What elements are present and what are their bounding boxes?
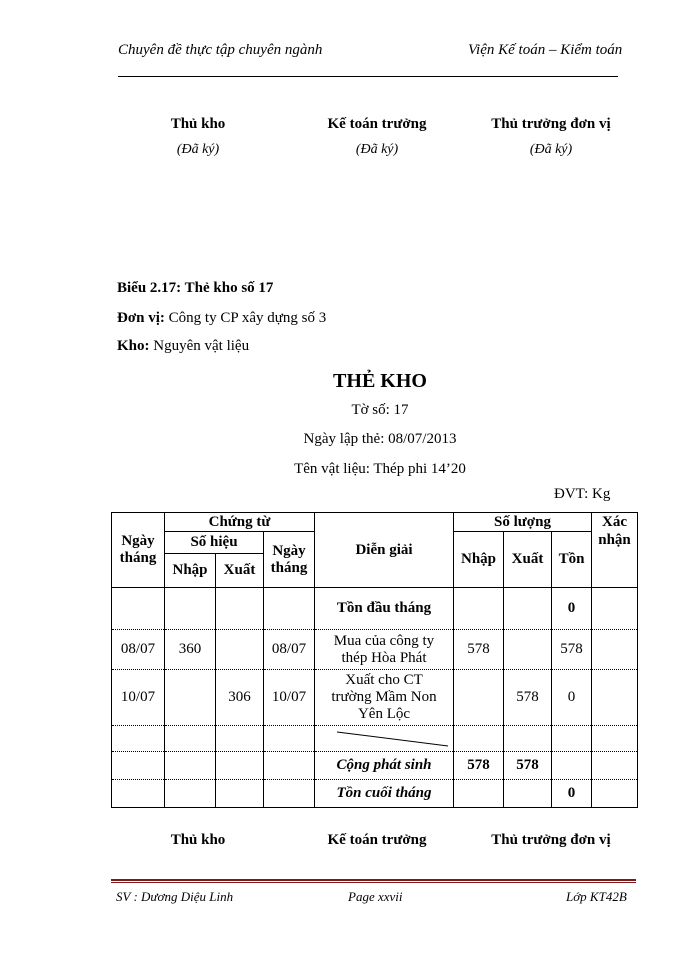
- header-right: Viện Kế toán – Kiểm toán: [468, 42, 623, 58]
- cell-sl-xuat: [504, 630, 552, 670]
- table-row-empty: [112, 726, 638, 752]
- cell-nhap: [165, 588, 216, 630]
- cell-cong-nhap: 578: [454, 752, 504, 780]
- cell-sl-xuat: [504, 588, 552, 630]
- cell-ton: 578: [552, 630, 592, 670]
- signature-ke-toan-truong: [302, 116, 452, 158]
- cell-ton-cuoi: 0: [552, 780, 592, 808]
- signature-bottom-thu-truong: [476, 832, 626, 849]
- th-nhap: Nhập: [165, 554, 216, 588]
- th-sl-ton: Tồn: [552, 532, 592, 588]
- signature-role: Thủ trưởng đơn vị: [491, 832, 611, 848]
- cell-sl-nhap: 578: [454, 630, 504, 670]
- diagonal-strike-line: [315, 726, 454, 752]
- footer-rule: [111, 879, 636, 881]
- table-row: [112, 588, 638, 630]
- signature-role: Thủ kho: [170, 116, 226, 132]
- th-so-hieu: Số hiệu: [165, 532, 264, 554]
- table-row: [112, 670, 638, 726]
- cell-ton: 0: [552, 670, 592, 726]
- signature-role: Thủ kho: [170, 832, 226, 848]
- don-vi-label: Đơn vị:: [117, 310, 165, 326]
- cell-dien-giai: Xuất cho CT trường Mầm Non Yên Lộc: [315, 670, 454, 726]
- cell-xuat: [216, 588, 264, 630]
- cell-ngay-ct: 10/07: [264, 670, 315, 726]
- th-dien-giai: Diễn giải: [315, 513, 454, 588]
- footer-rule-thin: [111, 882, 636, 883]
- table-row-cong-phat-sinh: [112, 752, 638, 780]
- cell-ton: 0: [552, 588, 592, 630]
- card-to-so: Tờ số: 17: [351, 402, 409, 418]
- don-vi-line: [117, 310, 326, 327]
- footer-right: Lớp KT42B: [566, 889, 627, 904]
- signature-signed: (Đã ký): [176, 142, 220, 157]
- cell-dien-giai: Mua của công ty thép Hòa Phát: [315, 630, 454, 670]
- cell-xuat: 306: [216, 670, 264, 726]
- signature-bottom-thu-kho: [128, 832, 268, 849]
- cell-xuat: [216, 630, 264, 670]
- card-ngay-lap: Ngày lập thẻ: 08/07/2013: [303, 431, 457, 447]
- cell-xac-nhan: [592, 670, 638, 726]
- cell-cong-phat-sinh-label: Cộng phát sinh: [315, 752, 454, 780]
- signature-bottom-ke-toan: [302, 832, 452, 849]
- header-rule: [118, 76, 618, 77]
- signature-signed: (Đã ký): [529, 142, 573, 157]
- th-xac-nhan: Xác nhận: [592, 513, 638, 588]
- cell-ngay-ct: 08/07: [264, 630, 315, 670]
- th-sl-nhap: Nhập: [454, 532, 504, 588]
- card-title: THẺ KHO: [333, 370, 427, 392]
- kho-line: [117, 338, 249, 355]
- kho-value: Nguyên vật liệu: [149, 338, 250, 354]
- stock-card-table: [111, 512, 638, 808]
- cell-sl-xuat: 578: [504, 670, 552, 726]
- th-ngay-thang: Ngày tháng: [112, 513, 165, 588]
- signature-thu-truong: [476, 116, 626, 158]
- cell-sl-nhap: [454, 670, 504, 726]
- cell-dien-giai-blank: [315, 726, 454, 752]
- cell-ton-cuoi-label: Tồn cuối tháng: [315, 780, 454, 808]
- card-ten-vat-lieu: Tên vật liệu: Thép phi 14’20: [294, 461, 466, 477]
- card-dvt: ĐVT: Kg: [554, 486, 611, 502]
- cell-xac-nhan: [592, 588, 638, 630]
- cell-dien-giai: Tồn đầu tháng: [315, 588, 454, 630]
- footer-center: Page xxvii: [348, 889, 403, 904]
- cell-nhap: 360: [165, 630, 216, 670]
- cell-nhap: [165, 670, 216, 726]
- signature-role: Kế toán trưởng: [327, 832, 427, 848]
- signature-role: Thủ trưởng đơn vị: [491, 116, 611, 132]
- signature-role: Kế toán trưởng: [327, 116, 427, 132]
- cell-sl-nhap: [454, 588, 504, 630]
- th-chung-tu: Chứng từ: [165, 513, 315, 532]
- cell-cong-xuat: 578: [504, 752, 552, 780]
- th-sl-xuat: Xuất: [504, 532, 552, 588]
- signature-thu-kho: [128, 116, 268, 158]
- don-vi-value: Công ty CP xây dựng số 3: [164, 310, 327, 326]
- bieu-label: Biểu 2.17: Thẻ kho số 17: [117, 280, 274, 296]
- th-ngay-thang-ct: Ngày tháng: [264, 532, 315, 588]
- header-left: Chuyên đề thực tập chuyên ngành: [118, 42, 323, 58]
- cell-ngay: 10/07: [112, 670, 165, 726]
- footer-left: SV : Dương Diệu Linh: [116, 889, 234, 904]
- cell-xac-nhan: [592, 630, 638, 670]
- table-row-ton-cuoi: [112, 780, 638, 808]
- cell-ngay-ct: [264, 588, 315, 630]
- cell-ngay: [112, 588, 165, 630]
- th-xuat: Xuất: [216, 554, 264, 588]
- table-row: [112, 630, 638, 670]
- th-so-luong: Số lượng: [454, 513, 592, 532]
- cell-ngay: 08/07: [112, 630, 165, 670]
- signature-signed: (Đã ký): [355, 142, 399, 157]
- kho-label: Kho:: [117, 338, 150, 354]
